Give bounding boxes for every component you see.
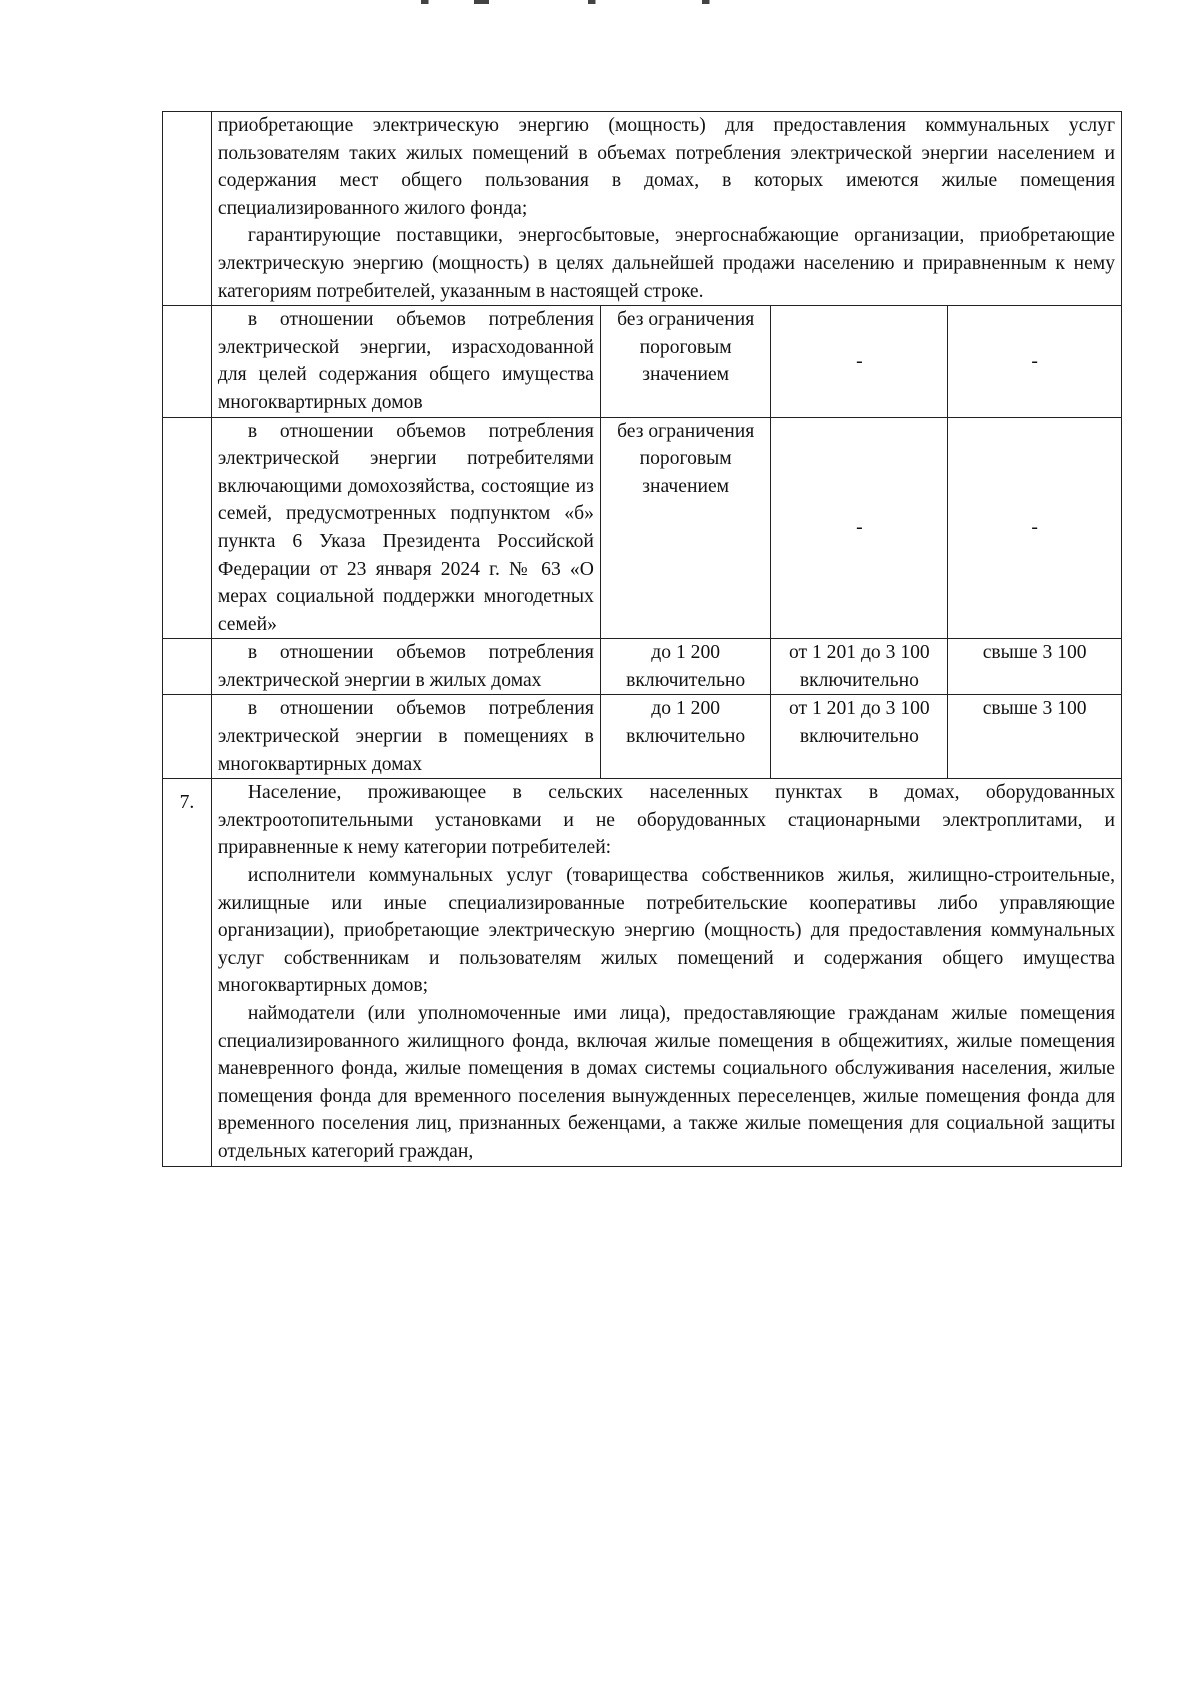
table-row-intro <box>163 112 1122 306</box>
row-description: в отношении объемов потребления электрической энергии потребителями включающими домохозяйства, состоящие из семей, предусмотренных подпунктом «б» пункта 6 Указа Президента Российской Федерации от 23 января 2024 г. № 63 «О мерах социальной поддержки многодетных семей» <box>217 420 594 635</box>
value-cell-1 <box>600 306 771 417</box>
description-cell <box>211 417 600 639</box>
threshold-value: без ограничения пороговым значением <box>617 420 755 497</box>
table-row <box>163 306 1122 417</box>
table-row <box>163 695 1122 779</box>
section-7-paragraph-1: Население, проживающее в сельских населенных пунктах в домах, оборудованных электроотопительными установками и не оборудованных стационарными электроплитами, и приравненные к нему категории потребителей: <box>217 782 1115 859</box>
value-cell-3 <box>948 639 1122 695</box>
row-number-cell <box>163 639 212 695</box>
table-row <box>163 417 1122 639</box>
row-description: в отношении объемов потребления электрической энергии в жилых домах <box>217 642 594 691</box>
value-cell-3 <box>948 695 1122 779</box>
row-description: в отношении объемов потребления электрической энергии, израсходованной для целей содержания общего имущества многоквартирных домов <box>217 309 594 413</box>
threshold-value: свыше 3 100 <box>982 698 1087 720</box>
threshold-value: - <box>856 350 863 372</box>
value-cell-1 <box>600 639 771 695</box>
threshold-value: - <box>1031 517 1038 539</box>
section-7-text-cell <box>211 779 1121 1166</box>
value-cell-2 <box>771 417 948 639</box>
value-cell-3 <box>948 306 1122 417</box>
scan-artifact-top <box>360 0 740 4</box>
description-cell <box>211 639 600 695</box>
threshold-value: без ограничения пороговым значением <box>617 309 755 386</box>
threshold-value: до 1 200 включительно <box>626 642 746 691</box>
row-number-cell <box>163 779 212 1166</box>
threshold-value: от 1 201 до 3 100 включительно <box>788 698 930 748</box>
table-row <box>163 639 1122 695</box>
value-cell-2 <box>771 306 948 417</box>
value-cell-1 <box>600 417 771 639</box>
intro-paragraph-1: приобретающие электрическую энергию (мощность) для предоставления коммунальных услуг пользователям таких жилых помещений в объемах потребления электрической энергии населением и содержания мест общего пользования в домах, в которых имеются жилые помещения специализированного жилого фонда; <box>217 115 1115 219</box>
row-number-cell <box>163 695 212 779</box>
threshold-value: до 1 200 включительно <box>626 698 746 748</box>
row-description: в отношении объемов потребления электрической энергии в помещениях в многоквартирных домах <box>217 698 594 775</box>
threshold-value: - <box>1031 350 1038 372</box>
description-cell <box>211 306 600 417</box>
section-7-paragraph-2: исполнители коммунальных услуг (товарищества собственников жилья, жилищно-строительные, жилищные или иные специализированные потребительские кооперативы либо управляющие организации), приобретающие электрическую энергию (мощность) для предоставления коммунальных услуг собственникам и пользователям жилых помещений и содержания общего имущества многоквартирных домов; <box>217 865 1115 997</box>
row-number-cell <box>163 112 212 306</box>
section-7-paragraph-3: наймодатели (или уполномоченные ими лица), предоставляющие гражданам жилые помещения специализированного жилищного фонда, включая жилые помещения в общежитиях, жилые помещения маневренного фонда, жилые помещения в домах системы социального обслуживания населения, жилые помещения фонда для временного поселения вынужденных переселенцев, жилые помещения фонда для временного поселения лиц, признанных беженцами, а также жилые помещения для социальной защиты отдельных категорий граждан, <box>217 1003 1115 1162</box>
intro-paragraph-2: гарантирующие поставщики, энергосбытовые, энергоснабжающие организации, приобретающие электрическую энергию (мощность) в целях дальнейшей продажи населению и приравненным к нему категориям потребителей, указанным в настоящей строке. <box>217 225 1115 302</box>
value-cell-3 <box>948 417 1122 639</box>
section-number: 7. <box>179 792 195 814</box>
row-number-cell <box>163 417 212 639</box>
threshold-value: - <box>856 517 863 539</box>
description-cell <box>211 695 600 779</box>
value-cell-2 <box>771 695 948 779</box>
intro-text-cell <box>211 112 1121 306</box>
value-cell-1 <box>600 695 771 779</box>
threshold-value: от 1 201 до 3 100 включительно <box>788 642 930 691</box>
tariff-table <box>162 111 1122 1167</box>
row-number-cell <box>163 306 212 417</box>
threshold-value: свыше 3 100 <box>982 642 1087 664</box>
table-row-section-7 <box>163 779 1122 1166</box>
value-cell-2 <box>771 639 948 695</box>
